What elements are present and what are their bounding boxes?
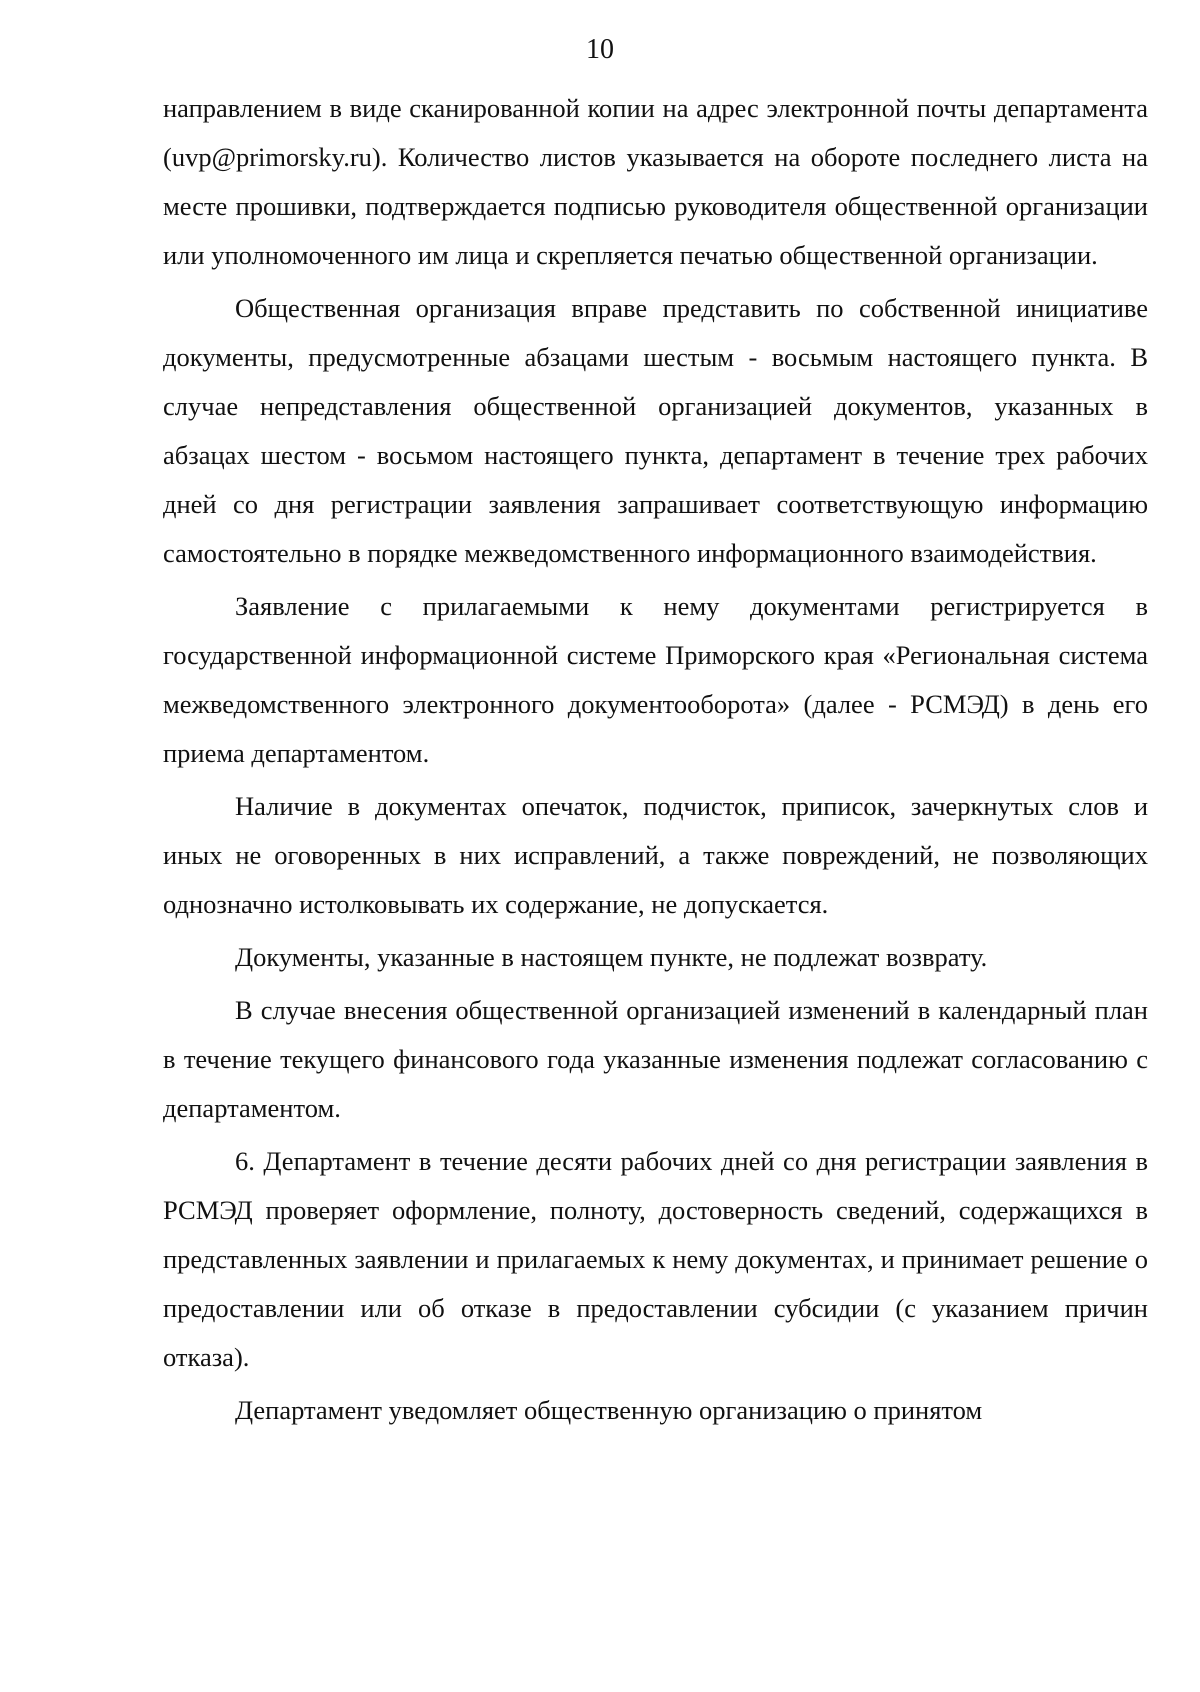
paragraph-4: Наличие в документах опечаток, подчисток, приписок, зачеркнутых слов и иных не оговоренных в них исправлений, а также повреждений, не позволяющих однозначно истолковывать их содержание, не допускается. [163, 791, 1148, 919]
paragraph-8: Департамент уведомляет общественную организацию о принятом [235, 1395, 983, 1425]
paragraph-7: 6. Департамент в течение десяти рабочих дней со дня регистрации заявления в РСМЭД проверяет оформление, полноту, достоверность сведений, содержащихся в представленных заявлении и прилагаемых к нему документах, и принимает решение о предоставлении или об отказе в предоставлении субсидии (с указанием причин отказа). [163, 1146, 1148, 1372]
paragraph-3: Заявление с прилагаемыми к нему документами регистрируется в государственной информационной системе Приморского края «Региональная система межведомственного электронного документооборота» (далее - РСМЭД) в день его приема департаментом. [163, 591, 1148, 768]
document-body [163, 84, 1148, 1439]
paragraph-2: Общественная организация вправе представить по собственной инициативе документы, предусмотренные абзацами шестым - восьмым настоящего пункта. В случае непредставления общественной организацией документов, указанных в абзацах шестом - восьмом настоящего пункта, департамент в течение трех рабочих дней со дня регистрации заявления запрашивает соответствующую информацию самостоятельно в порядке межведомственного информационного взаимодействия. [163, 293, 1148, 568]
paragraph-5: Документы, указанные в настоящем пункте, не подлежат возврату. [235, 942, 988, 972]
paragraph-1: направлением в виде сканированной копии на адрес электронной почты департамента (uvp@primorsky.ru). Количество листов указывается на обороте последнего листа на месте прошивки, подтверждается подписью руководителя общественной организации или уполномоченного им лица и скрепляется печатью общественной организации. [163, 93, 1148, 270]
paragraph-6: В случае внесения общественной организацией изменений в календарный план в течение текущего финансового года указанные изменения подлежат согласованию с департаментом. [163, 995, 1148, 1123]
page-number: 10 [586, 34, 614, 65]
